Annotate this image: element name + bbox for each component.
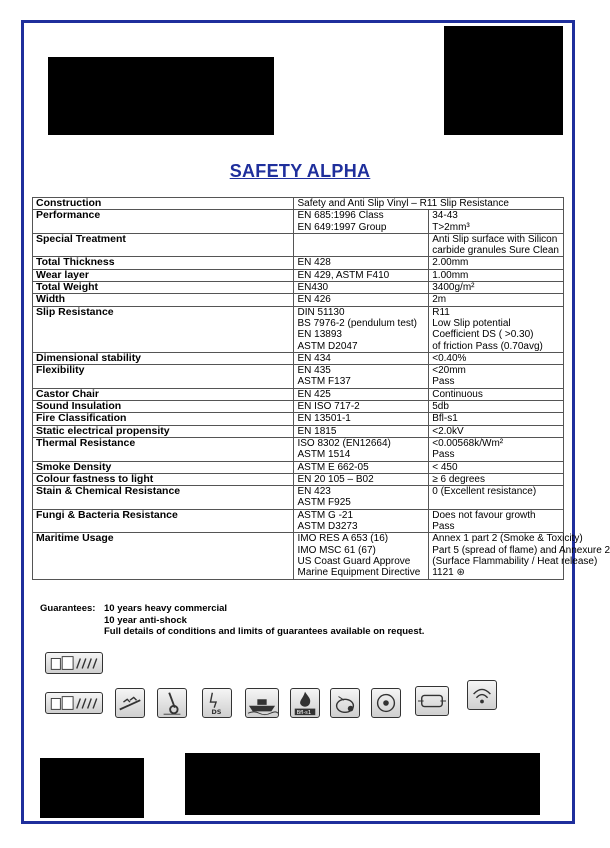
- spec-row: [33, 486, 564, 510]
- spec-property: Thermal Resistance: [33, 437, 294, 461]
- spec-row: [33, 413, 564, 425]
- spec-value: [429, 210, 564, 234]
- spec-value-line: ≥ 6 degrees: [432, 473, 485, 485]
- spec-standard-line: EN 428: [297, 257, 331, 269]
- spec-value: [429, 352, 564, 364]
- chemical-resistance-icon: [330, 688, 360, 718]
- spec-standard: [294, 486, 429, 510]
- spec-standard-line: EN 13501-1: [297, 413, 351, 425]
- spec-row: [33, 461, 564, 473]
- spec-value-line: 3400g/m²: [432, 282, 475, 294]
- spec-standard-line: ASTM D3273: [297, 521, 358, 533]
- spec-value-line: < 450: [432, 461, 458, 473]
- guarantee-line: 10 year anti-shock: [104, 614, 187, 626]
- spec-standard-line: ASTM F137: [297, 376, 351, 388]
- spec-standard: [294, 269, 429, 281]
- spec-property: Fire Classification: [33, 413, 294, 425]
- spec-value: [429, 282, 564, 294]
- spec-value-line: 1121 ⊛: [432, 567, 465, 579]
- spec-standard-line: EN430: [297, 282, 329, 294]
- spec-standard-line: EN 426: [297, 294, 331, 306]
- spec-row: [33, 269, 564, 281]
- spec-value-line: <0.40%: [432, 352, 467, 364]
- spec-standard: [294, 388, 429, 400]
- guarantees-label: Guarantees:: [40, 603, 96, 614]
- spec-property: Castor Chair: [33, 388, 294, 400]
- spec-standard-line: ASTM F925: [297, 497, 351, 509]
- spec-standard: [294, 233, 429, 257]
- spec-row: [33, 388, 564, 400]
- indentation-icon: [371, 688, 401, 718]
- spec-standard-line: EN 685:1996 Class: [297, 210, 384, 222]
- spec-standard-line: EN 1815: [297, 425, 337, 437]
- spec-value-line: <0.00568k/Wm²: [432, 437, 504, 449]
- castor-chair-icon: [157, 688, 187, 718]
- spec-property: Wear layer: [33, 269, 294, 281]
- spec-standard-line: EN 425: [297, 388, 331, 400]
- spec-value-line: Annex 1 part 2 (Smoke & Toxicity): [432, 533, 583, 545]
- redacted-image: [444, 26, 563, 135]
- spec-standard-line: EN 13893: [297, 329, 342, 341]
- spec-row: [33, 425, 564, 437]
- spec-value: [429, 425, 564, 437]
- spec-standard-line: Safety and Anti Slip Vinyl – R11 Slip Resistance: [297, 198, 509, 209]
- spec-value-line: R11: [432, 306, 450, 318]
- spec-standard: [294, 509, 429, 533]
- guarantee-line: Full details of conditions and limits of guarantees available on request.: [104, 626, 425, 637]
- spec-standard-line: Marine Equipment Directive: [297, 567, 421, 579]
- fire-rating-icon: [290, 688, 320, 718]
- spec-row: [33, 282, 564, 294]
- spec-value-line: Bfl-s1: [432, 413, 458, 425]
- usage-class-icon: [45, 692, 103, 714]
- spec-value: [429, 509, 564, 533]
- spec-property: Flexibility: [33, 365, 294, 389]
- spec-value-line: 2.00mm: [432, 257, 469, 269]
- spec-property: Static electrical propensity: [33, 425, 294, 437]
- spec-standard: [294, 282, 429, 294]
- sound-insulation-icon: [467, 680, 497, 710]
- spec-row: [33, 437, 564, 461]
- spec-value: [429, 413, 564, 425]
- spec-standard: [294, 437, 429, 461]
- spec-standard-line: IMO RES A 653 (16): [297, 533, 389, 545]
- spec-value-line: <20mm: [432, 365, 466, 377]
- spec-standard-line: IMO MSC 61 (67): [297, 544, 376, 556]
- redacted-footer-left: [40, 758, 144, 818]
- specification-table: [32, 197, 610, 580]
- spec-row: [33, 401, 564, 413]
- spec-value: [429, 461, 564, 473]
- spec-value-line: Pass: [432, 521, 455, 533]
- spec-value: [429, 473, 564, 485]
- spec-property: Slip Resistance: [33, 306, 294, 352]
- spec-value: [429, 233, 564, 257]
- spec-property: Special Treatment: [33, 233, 294, 257]
- spec-property: Total Thickness: [33, 257, 294, 269]
- spec-row: [33, 509, 564, 533]
- spec-property: Sound Insulation: [33, 401, 294, 413]
- spec-value-line: <2.0kV: [432, 425, 464, 437]
- spec-value-line: 0 (Excellent resistance): [432, 486, 537, 498]
- spec-value-line: Continuous: [432, 388, 483, 400]
- spec-property: Stain & Chemical Resistance: [33, 486, 294, 510]
- spec-value: [429, 388, 564, 400]
- spec-standard: [294, 352, 429, 364]
- spec-standard: [294, 257, 429, 269]
- spec-property: Smoke Density: [33, 461, 294, 473]
- spec-standard-line: BS 7976-2 (pendulum test): [297, 317, 417, 329]
- spec-standard-line: ASTM E 662-05: [297, 461, 369, 473]
- spec-row: [33, 306, 564, 352]
- spec-value-line: Pass: [432, 449, 455, 461]
- spec-standard-line: EN 435: [297, 365, 331, 377]
- spec-value-line: Part 5 (spread of flame) and Annexure 2: [432, 544, 610, 556]
- spec-standard-line: EN 434: [297, 352, 331, 364]
- spec-standard: [294, 306, 429, 352]
- icons-row-2: [45, 686, 525, 726]
- static-ds-icon: [202, 688, 232, 718]
- spec-value: [429, 401, 564, 413]
- spec-value-line: 1.00mm: [432, 269, 469, 281]
- spec-value-line: T>2mm³: [432, 221, 470, 233]
- spec-value-line: Pass: [432, 376, 455, 388]
- spec-value-line: Low Slip potential: [432, 317, 511, 329]
- spec-standard-line: EN ISO 717-2: [297, 401, 360, 413]
- spec-row: [33, 198, 564, 210]
- spec-row: [33, 233, 564, 257]
- spec-value: [429, 365, 564, 389]
- spec-row: [33, 365, 564, 389]
- spec-property: Total Weight: [33, 282, 294, 294]
- spec-standard-line: EN 423: [297, 486, 331, 498]
- spec-value-line: Coefficient DS ( >0.30): [432, 329, 534, 341]
- spec-standard: [294, 413, 429, 425]
- spec-value-line: Anti Slip surface with Silicon carbide granules Sure Clean: [432, 233, 559, 257]
- spec-row: [33, 473, 564, 485]
- spec-standard: [294, 461, 429, 473]
- redacted-footer-right: [185, 753, 540, 815]
- spec-value-line: 34-43: [432, 210, 458, 222]
- spec-standard: [294, 210, 429, 234]
- spec-standard-line: EN 429, ASTM F410: [297, 269, 390, 281]
- spec-standard: [294, 425, 429, 437]
- spec-row: [33, 257, 564, 269]
- spec-standard-line: ASTM G -21: [297, 509, 354, 521]
- spec-value: [429, 533, 610, 579]
- slip-resistance-icon: [115, 688, 145, 718]
- spec-value: [429, 306, 564, 352]
- spec-property: Maritime Usage: [33, 533, 294, 579]
- spec-property: Dimensional stability: [33, 352, 294, 364]
- spec-property: Colour fastness to light: [33, 473, 294, 485]
- spec-value-line: Does not favour growth: [432, 509, 536, 521]
- usage-class-icon: [45, 652, 103, 674]
- maritime-ship-icon: [245, 688, 279, 718]
- spec-value: [429, 486, 564, 510]
- spec-row: [33, 210, 564, 234]
- spec-standard-line: ISO 8302 (EN12664): [297, 437, 391, 449]
- spec-property: Performance: [33, 210, 294, 234]
- spec-standard-line: EN 20 105 – B02: [297, 473, 374, 485]
- spec-standard: [294, 533, 429, 579]
- spec-standard-line: EN 649:1997 Group: [297, 221, 387, 233]
- spec-standard: [294, 198, 564, 210]
- spec-standard: [294, 401, 429, 413]
- spec-value: [429, 257, 564, 269]
- spec-value-line: 2m: [432, 294, 447, 306]
- spec-standard: [294, 365, 429, 389]
- spec-standard-line: [297, 234, 425, 245]
- spec-standard-line: ASTM 1514: [297, 449, 351, 461]
- spec-value-line: 5db: [432, 401, 449, 413]
- spec-property: Width: [33, 294, 294, 306]
- product-title: SAFETY ALPHA: [229, 161, 371, 181]
- static-ds-label: DS: [211, 708, 222, 717]
- spec-value: [429, 269, 564, 281]
- spec-standard: [294, 473, 429, 485]
- guarantee-line: 10 years heavy commercial: [104, 603, 228, 614]
- spec-property: Construction: [33, 198, 294, 210]
- spec-value: [429, 294, 564, 306]
- dimensional-stability-icon: [415, 686, 449, 716]
- spec-property: Fungi & Bacteria Resistance: [33, 509, 294, 533]
- spec-standard-line: DIN 51130: [297, 306, 345, 318]
- spec-standard-line: ASTM D2047: [297, 340, 358, 352]
- spec-value-line: (Surface Flammability / Heat release): [432, 555, 598, 567]
- spec-row: [33, 294, 564, 306]
- spec-row: [33, 352, 564, 364]
- spec-standard: [294, 294, 429, 306]
- fire-rating-label: Bfl-s1: [296, 710, 312, 717]
- spec-standard-line: US Coast Guard Approve: [297, 555, 411, 567]
- spec-value-line: of friction Pass (0.70avg): [432, 340, 543, 352]
- spec-value: [429, 437, 564, 461]
- spec-row: [33, 533, 564, 579]
- redacted-logo: [48, 57, 274, 135]
